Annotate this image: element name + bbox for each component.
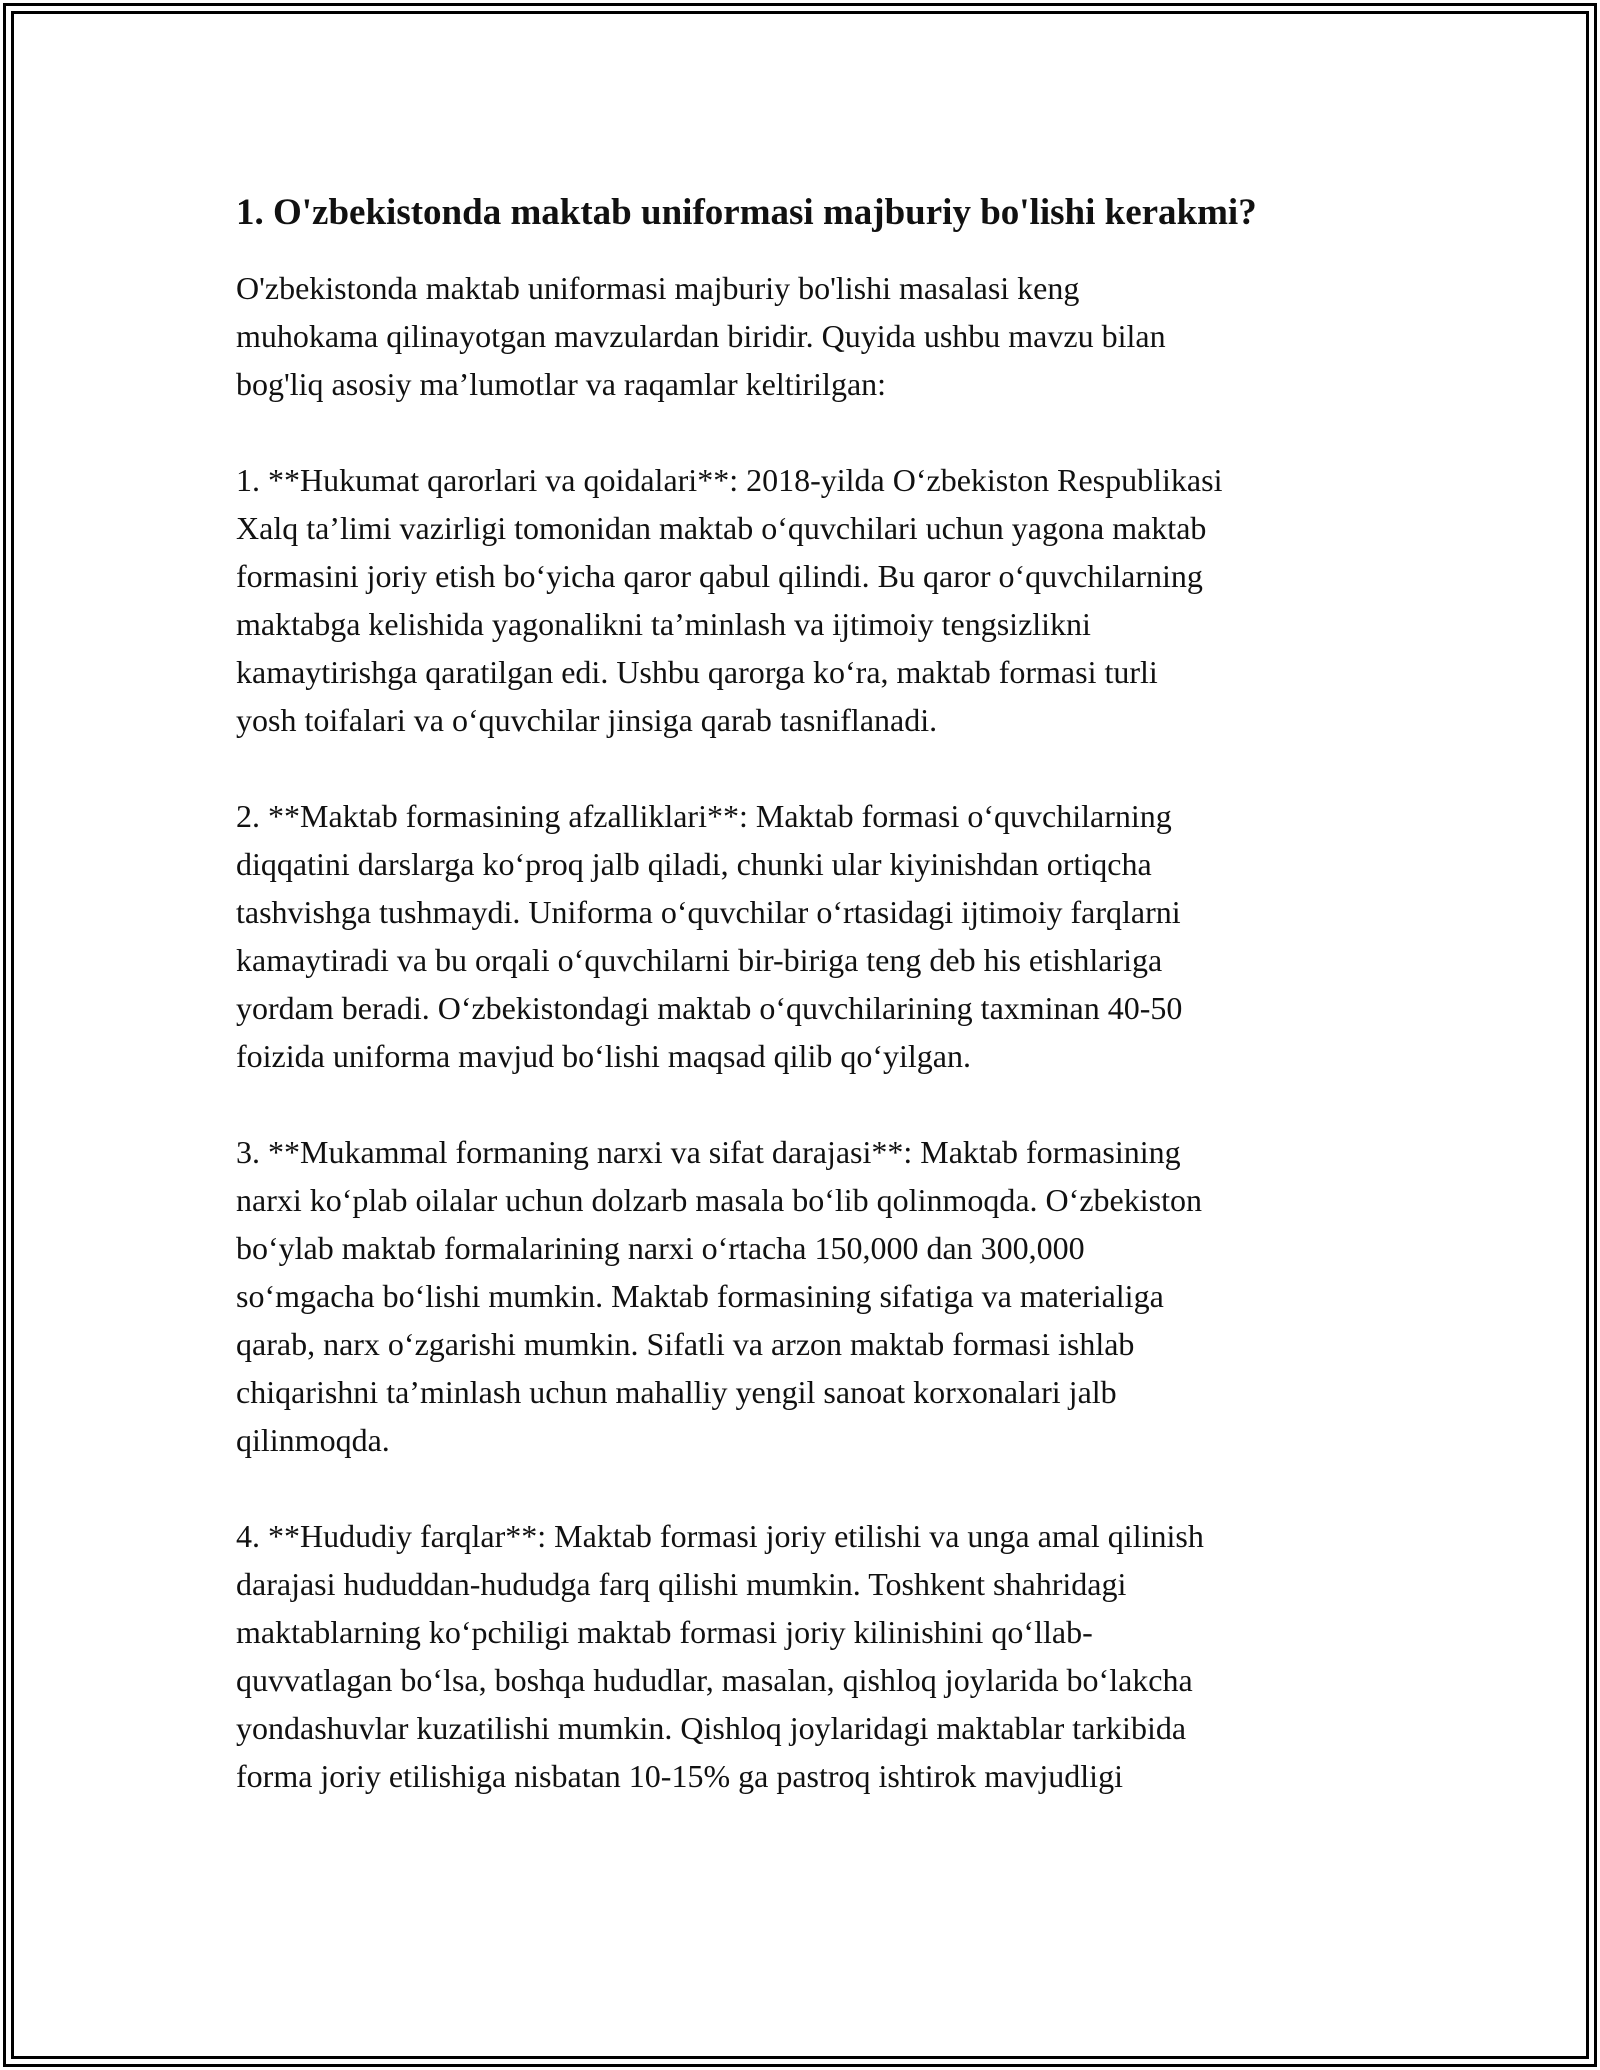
government-decisions-paragraph: 1. **Hukumat qarorlari va qoidalari**: 2018-yilda O‘zbekiston Respublikasi Xalq ta’limi vazirligi tomonidan maktab o‘quvchilari uchun yagona maktab formasini joriy etish bo‘yicha qaror qabul qilindi. Bu qaror o‘quvchilarning maktabga kelishida yagonalikni ta’minlash va ijtimoiy tengsizlikni kamaytirishga qaratilgan edi. Ushbu qarorga ko‘ra, maktab formasi turli yosh toifalari va o‘quvchilar jinsiga qarab tasniflanadi. [236,462,1223,738]
document-heading: 1. O'zbekistonda maktab uniformasi majburiy bo'lishi kerakmi? [236,192,1257,233]
uniform-advantages-paragraph: 2. **Maktab formasining afzalliklari**: Maktab formasi o‘quvchilarning diqqatini darslarga ko‘proq jalb qiladi, chunki ular kiyinishdan ortiqcha tashvishga tushmaydi. Uniforma o‘quvchilar o‘rtasidagi ijtimoiy farqlarni kamaytiradi va bu orqali o‘quvchilarni bir-biriga teng deb his etishlariga yordam beradi. O‘zbekistondagi maktab o‘quvchilarining taxminan 40-50 foizida uniforma mavjud bo‘lishi maqsad qilib qo‘yilgan. [236,798,1183,1074]
uniform-price-paragraph: 3. **Mukammal formaning narxi va sifat darajasi**: Maktab formasining narxi ko‘plab oilalar uchun dolzarb masala bo‘lib qolinmoqda. O‘zbekiston bo‘ylab maktab formalarining narxi o‘rtacha 150,000 dan 300,000 so‘mgacha bo‘lishi mumkin. Maktab formasining sifatiga va materialiga qarab, narx o‘zgarishi mumkin. Sifatli va arzon maktab formasi ishlab chiqarishni ta’minlash uchun mahalliy yengil sanoat korxonalari jalb qilinmoqda. [236,1134,1202,1458]
intro-paragraph: O'zbekistonda maktab uniformasi majburiy bo'lishi masalasi keng muhokama qilinayotgan mavzulardan biridir. Quyida ushbu mavzu bilan bog'liq asosiy ma’lumotlar va raqamlar keltirilgan: [236,270,1166,402]
document-body [236,188,1386,1848]
regional-differences-paragraph: 4. **Hududiy farqlar**: Maktab formasi joriy etilishi va unga amal qilinish darajasi hududdan-hududga farq qilishi mumkin. Toshkent shahridagi maktablarning ko‘pchiligi maktab formasi joriy kilinishini qo‘llab- quvvatlagan bo‘lsa, boshqa hududlar, masalan, qishloq joylarida bo‘lakcha yondashuvlar kuzatilishi mumkin. Qishloq joylaridagi maktablar tarkibida forma joriy etilishiga nisbatan 10-15% ga pastroq ishtirok mavjudligi [236,1518,1204,1794]
